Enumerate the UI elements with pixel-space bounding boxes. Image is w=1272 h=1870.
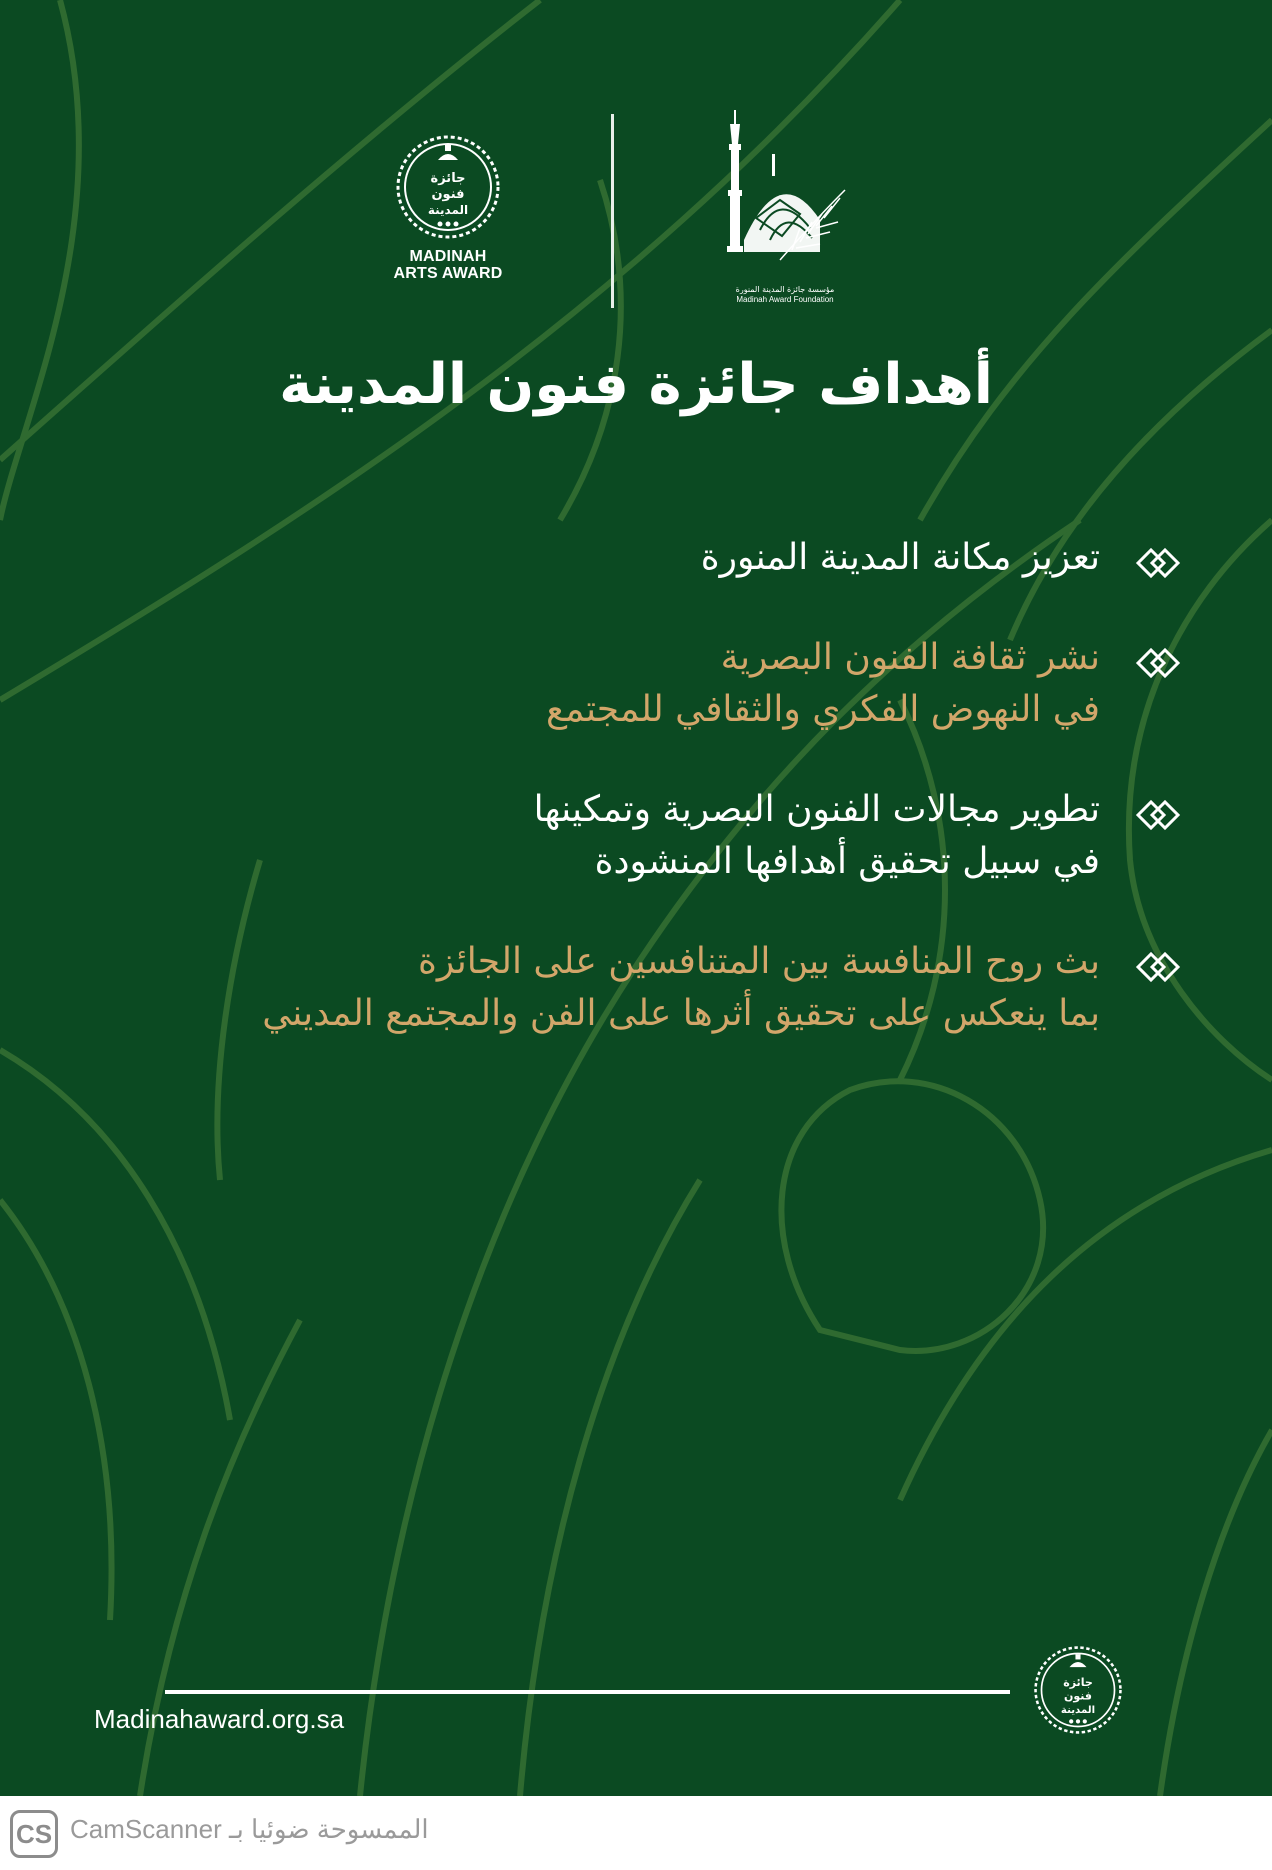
footer-website-link[interactable]: Madinahaward.org.sa <box>94 1704 345 1734</box>
interlocked-diamonds-icon <box>1134 546 1182 580</box>
goal-line: بما ينعكس على تحقيق أثرها على الفن والمجتمع المديني <box>262 993 1100 1034</box>
goal-item <box>62 532 1182 584</box>
svg-text:فنون: فنون <box>1063 1689 1093 1703</box>
award-seal-icon <box>395 134 501 240</box>
award-caption-line2: ARTS AWARD <box>393 265 503 282</box>
madinah-award-foundation-logo <box>715 110 855 305</box>
footer-divider <box>165 1690 1010 1694</box>
mosque-minaret-icon <box>720 110 850 285</box>
foundation-english-name: Madinah Award Foundation <box>736 295 834 304</box>
award-seal-icon <box>1033 1645 1123 1735</box>
scanner-watermark-bar <box>0 1796 1272 1870</box>
goal-line: تعزيز مكانة المدينة المنورة <box>700 537 1100 578</box>
interlocked-diamonds-icon <box>1134 646 1182 680</box>
goal-line: تطوير مجالات الفنون البصرية وتمكينها <box>533 789 1100 830</box>
interlocked-diamonds-icon <box>1134 798 1182 832</box>
madinah-arts-award-logo <box>393 134 503 282</box>
scanner-watermark-text: الممسوحة ضوئيا بـ CamScanner <box>70 1814 429 1844</box>
svg-text:المدينة: المدينة <box>427 203 469 217</box>
svg-text:جائزة: جائزة <box>1063 1675 1093 1689</box>
header-logos <box>0 110 1272 320</box>
camscanner-logo-icon: CS <box>10 1810 58 1858</box>
page-title: أهداف جائزة فنون المدينة <box>279 352 993 417</box>
foundation-arabic-name: مؤسسة جائزة المدينة المنورة <box>735 285 835 294</box>
goal-item <box>62 936 1182 1040</box>
goal-item <box>62 632 1182 736</box>
goal-line: في سبيل تحقيق أهدافها المنشودة <box>594 841 1100 882</box>
award-caption-line1: MADINAH <box>409 248 487 265</box>
svg-text:جائزة: جائزة <box>430 171 466 186</box>
svg-text:المدينة: المدينة <box>1060 1704 1096 1716</box>
goals-list <box>62 532 1182 1088</box>
goal-line: بث روح المنافسة بين المتنافسين على الجائزة <box>418 941 1100 982</box>
goal-line: في النهوض الفكري والثقافي للمجتمع <box>545 689 1100 730</box>
goal-line: نشر ثقافة الفنون البصرية <box>720 637 1100 678</box>
svg-text:فنون: فنون <box>431 187 465 202</box>
goal-item <box>62 784 1182 888</box>
interlocked-diamonds-icon <box>1134 950 1182 984</box>
logo-divider <box>611 114 614 308</box>
